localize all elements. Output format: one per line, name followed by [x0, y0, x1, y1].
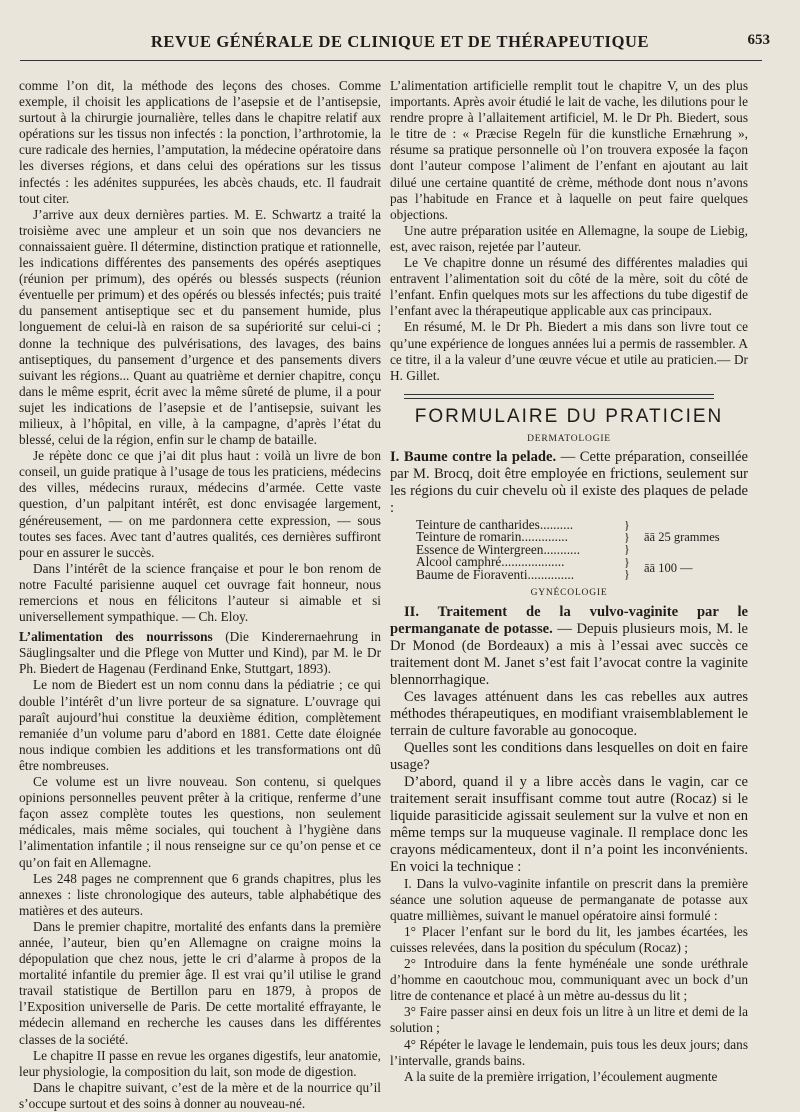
running-header: [20, 28, 780, 56]
technique-step: 4° Répéter le lavage le lendemain, puis tous les deux jours; dans l’intervalle, grands bains.: [390, 1036, 748, 1068]
paragraph: L’alimentation artificielle remplit tout le chapitre V, un des plus importants. Après avoir étudié le lait de vache, les dilutions pour le rendre propre à l’allaitement artificiel, M. le Dr Ph. Biedert, sous le titre de : « Præcise Regeln für die kunstliche Ernæhrung », résume sa pratique personnelle où l’on trouvera exposée la façon dont l’auteur compose l’aliment de l’enfant en ajoutant au lait dilué une certaine quantité de crème, méthode dont nous n’avons pas l’habitude en France et à laquelle on peut faire quelques objections.: [390, 78, 748, 222]
brace-bottom: }: [624, 554, 630, 569]
left-column: [19, 78, 381, 1112]
section-gynecologie: GYNÉCOLOGIE: [530, 588, 608, 599]
gyn-text: — Depuis plusieurs mois, M. le Dr Monod (de Bordeaux) a mis à l’essai avec succès ce traitement dont M. Janet s’est fait l’avocat contre la vaginite blennorrhagique.: [390, 620, 748, 688]
paragraph: J’arrive aux deux dernières parties. M. E. Schwartz a traité la troisième avec une ampleur et un soin que nos devanciers ne connaissaient guère. Il détermine, distinction pratique et rationnelle, les indications différentes des pansements des opérés aseptiques (réunion per primum), des opérés ou blessés suspects (réunion éventuelle per primum) et des opérés ou blessés infectés; puis traité du pansement antiseptique sec et du pansement humide, plus longuement de celui-là en raison de sa supériorité sur celui-ci ; donne la technique des pulvérisations, des lavages, des bains antiseptiques, du pansement d’urgence et des pansements divers suivant les régions... Quant au quatrième et dernier chapitre, conçu dans le même esprit, écrit avec la même sûreté de plume, il a pour sujet les indications de l’asepsie et de l’antisepsie, suivant les milieux, à l’hôpital, en ville, à la campagne, d’après l’état du blessé, celui de la région, enfin sur le champ de bataille.: [19, 206, 381, 448]
recipe-dose: āā 100 —: [644, 560, 693, 575]
recipe-item: Teinture de cantharides..........: [416, 516, 574, 532]
right-column: [390, 78, 748, 1085]
review-heading: [19, 629, 381, 677]
paragraph: En résumé, M. le Dr Ph. Biedert a mis dans son livre tout ce qu’une expérience de longues années lui a permis de rassembler. A ce titre, il a la valeur d’une œuvre vécue et utile au praticien.— Dr H. Gillet.: [390, 319, 748, 383]
technique-step: A la suite de la première irrigation, l’écoulement augmente: [404, 1068, 718, 1084]
paragraph: comme l’on dit, la méthode des leçons des choses. Comme exemple, il choisit les applications de l’asepsie et de l’antisepsie, surtout à la chirurgie journalière, telles dans le chapitre relatif aux opérations sur les tissus non infectés : la ponction, l’arthrotomie, la cure radicale des hernies, l’amputation, la médecine opératoire dans les diverses régions, et dans celui des opérations sur les tissus infectés : les adénites suppurées, les abcès chauds, etc. Il faudrait tout citer.: [19, 78, 381, 206]
recipe-item: Baume de Fioraventi..............: [416, 566, 575, 582]
gyn-title: II. Traitement de la vulvo-vaginite par le permanganate de potasse.: [390, 603, 748, 637]
recipe-item: Alcool camphré...................: [416, 554, 565, 570]
technique-step: 2° Introduire dans la fente hyménéale une sonde uréthrale d’homme en caoutchouc mou, communiquant avec un bock d’un litre de contenance et placé à un mètre au-dessus du lit ;: [390, 956, 748, 1004]
paragraph: Quelles sont les conditions dans lesquelles on doit en faire usage?: [390, 739, 748, 773]
header-divider: [20, 60, 762, 61]
review-title: L’alimentation des nourrissons: [19, 629, 213, 645]
derm-text: — Cette préparation, conseillée par M. Brocq, doit être employée en frictions, seulement sur les régions du cuir chevelu où il existe des plaques de pelade :: [390, 448, 748, 516]
brace-bottom: }: [624, 566, 630, 581]
formulaire-title: FORMULAIRE DU PRATICIEN: [414, 405, 724, 427]
recipe-item: Teinture de romarin..............: [416, 529, 568, 545]
recipe-item: Essence de Wintergreen...........: [416, 541, 581, 557]
paragraph: Le chapitre II passe en revue les organes digestifs, leur anatomie, leur physiologie, la composition du lait, son mode de digestion.: [19, 1047, 381, 1079]
derm-entry: [390, 449, 748, 517]
paragraph: Dans le chapitre suivant, c’est de la mère et de la nourrice qu’il s’occupe surtout et des soins à donner au nouveau-né.: [19, 1079, 381, 1111]
technique-step: 3° Faire passer ainsi en deux fois un litre à un litre et demi de la solution ;: [390, 1004, 748, 1036]
brace-top: }: [624, 529, 630, 544]
paragraph: Dans le premier chapitre, mortalité des enfants dans la première année, l’auteur, bien qu’en Allemagne on craigne moins la dépopulation que chez nous, jette le cri d’alarme à propos de la mortalité infantile du premier âge. Il est vrai qu’il utilise le grand travail statistique de Bertillon paru en 1879, à propos de l’Exposition universelle de Paris. De cette mortalité effrayante, le médecin allemand en recherche les causes dans les différentes classes de la société.: [19, 918, 381, 1047]
recipe-dose: āā 25 grammes: [644, 529, 720, 544]
paragraph: Le Ve chapitre donne un résumé des différentes maladies qui entravent l’alimentation soit du côté de la mère, soit du côté de l’enfant. Enfin quelques mots sur les affections du tube digestif de l’enfant avec la thérapeutique applicable aux cas principaux.: [390, 255, 748, 319]
section-dermatologie: DERMATOLOGIE: [527, 433, 611, 444]
technique-step: 1° Placer l’enfant sur le bord du lit, les jambes écartées, les cuisses relevées, dans la position du spéculum (Rocaz) ;: [390, 923, 748, 955]
page-number: 653: [747, 32, 770, 48]
journal-title: REVUE GÉNÉRALE DE CLINIQUE ET DE THÉRAPEUTIQUE: [150, 32, 650, 51]
recipe-block: [416, 516, 746, 582]
technique-step: I. Dans la vulvo-vaginite infantile on prescrit dans la première séance une solution aqueuse de permanganate de potasse aux quatre millièmes, suivant le manuel opératoire ainsi formulé :: [390, 875, 748, 923]
paragraph: Ces lavages atténuent dans les cas rebelles aux autres méthodes thérapeutiques, en modifiant vraisemblablement le terrain de culture favorable au gonocoque.: [390, 688, 748, 739]
gyn-entry: [390, 604, 748, 689]
brace-top: }: [624, 517, 630, 532]
paragraph: Le nom de Biedert est un nom connu dans la pédiatrie ; ce qui double l’intérêt d’un livre porteur de sa signature. L’ouvrage qui paraît aujourd’hui constitue la deuxième édition, complètement remaniée d’un volume paru d’abord en 1881. Cette date éloignée nous indique combien les additions et les transformations ont dû être nombreuses.: [19, 677, 381, 773]
paragraph: Je répète donc ce que j’ai dit plus haut : voilà un livre de bon conseil, un guide pratique à l’usage de tous les praticiens, médecins des villes, médecins ruraux, médecins d’armée. Cette vaste question, d’un palpitant intérêt, est donc envisagée largement, généreusement, — on me pardonnera cette expression, — sous toutes ses faces. Avec tant d’autres qualités, ces dernières suffiront pour en assurer le succès.: [19, 448, 381, 560]
review-intro: (Die Kinderernaehrung in Säuglingsalter und die Pflege von Mutter und Kind), par M. le Dr Ph. Biedert de Hagenau (Ferdinand Enke, Stuttgart, 1893).: [19, 629, 381, 677]
section-divider: [404, 394, 714, 399]
derm-title: I. Baume contre la pelade.: [390, 448, 557, 465]
paragraph: Une autre préparation usitée en Allemagne, la soupe de Liebig, est, avec raison, rejetée par l’auteur.: [390, 222, 748, 254]
paragraph: D’abord, quand il y a libre accès dans le vagin, car ce traitement serait insuffisant comme tout autre (Rocaz) si le liquide parasiticide agissait seulement sur la vulve et non en même temps sur la muqueuse vaginale. Il remplace donc les crayons médicamenteux, dont il n’a point les inconvénients. En voici la technique :: [390, 773, 748, 875]
paragraph: Dans l’intérêt de la science française et pour le bon renom de notre Faculté parisienne auquel cet ouvrage fait honneur, nous remercions et nous en félicitons l’auteur si aimable et si universellement sympathique. — Ch. Eloy.: [19, 560, 381, 625]
paragraph: Les 248 pages ne comprennent que 6 grands chapitres, plus les annexes : liste chronologique des auteurs, table alphabétique des matières et des auteurs.: [19, 870, 381, 918]
paragraph: Ce volume est un livre nouveau. Son contenu, si quelques opinions personnelles peuvent prêter à la critique, renferme d’une façon assez complète toutes les questions, non seulement médicales, mais même sociales, qui touchent à l’hygiène dans l’alimentation infantile ; il nous renseigne sur ce qu’on pense et ce qu’on fait en Allemagne.: [19, 774, 381, 870]
brace-top: }: [624, 541, 630, 556]
